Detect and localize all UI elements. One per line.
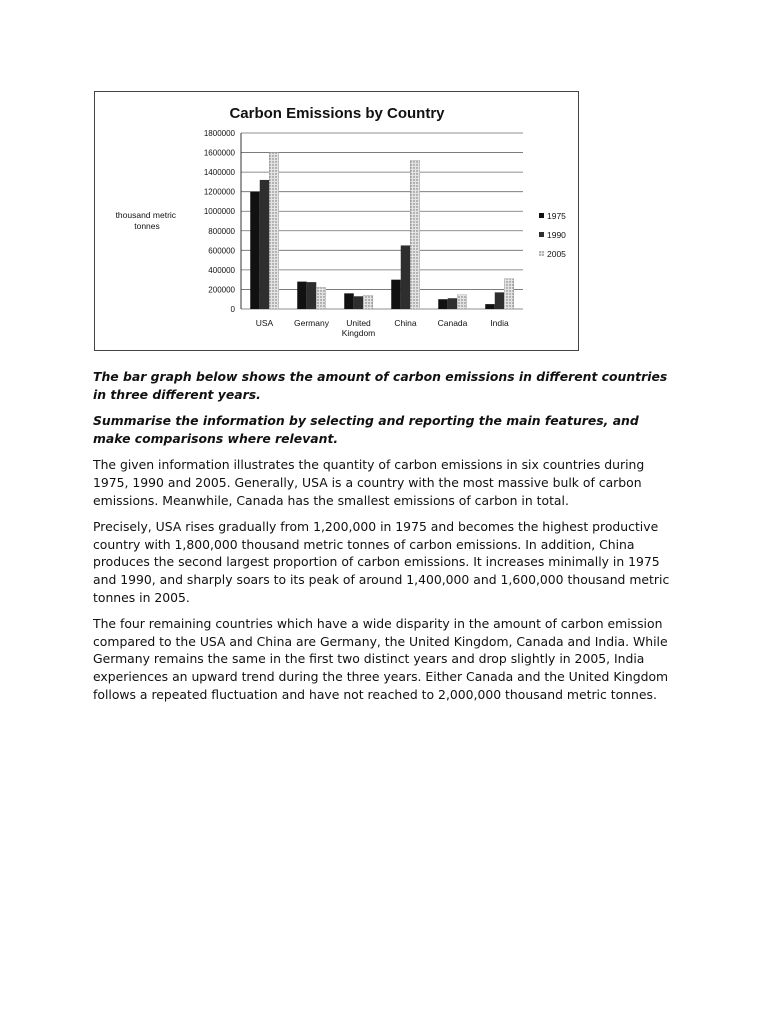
x-tick-label (438, 318, 468, 328)
x-tick-label (342, 318, 376, 338)
y-tick-label: 800000 (208, 226, 235, 236)
x-tick-label (394, 318, 416, 328)
legend-swatch (539, 213, 544, 218)
bar-china-2005 (410, 160, 420, 309)
x-tick-label-line: Kingdom (341, 328, 376, 338)
legend-swatch (539, 251, 544, 256)
task-prompt: The bar graph below shows the amount of carbon emissions in different countries in three different years. (93, 369, 668, 402)
chart-figure (94, 91, 579, 351)
x-tick-label-line: Germany (294, 318, 329, 328)
bar-germany-2005 (316, 287, 326, 309)
bar-canada-1975 (438, 299, 448, 309)
bar-india-1990 (495, 292, 505, 309)
y-tick-label: 1000000 (203, 207, 235, 217)
y-tick-label: 1200000 (203, 187, 235, 197)
legend-label: 1990 (547, 230, 566, 240)
text-body (93, 368, 677, 712)
bar-united-kingdom-2005 (363, 295, 373, 309)
essay-paragraph-2: Precisely, USA rises gradually from 1,200,000 in 1975 and becomes the highest productive country with 1,800,000 thousand metric tonnes of carbon emissions. In addition, China produces the second largest proportion of carbon emissions. It increases minimally in 1975 and 1990, and sharply soars to its peak of around 1,400,000 and 1,600,000 thousand metric tonnes in 2005. (93, 519, 670, 605)
bar-canada-1990 (448, 298, 458, 309)
y-tick-label: 1600000 (203, 148, 235, 158)
legend-label: 2005 (547, 249, 566, 259)
x-tick-label (490, 318, 509, 328)
bar-germany-1975 (297, 282, 307, 309)
bar-united-kingdom-1990 (354, 296, 364, 309)
bar-china-1975 (391, 280, 401, 309)
x-tick-label-line: Canada (437, 318, 468, 328)
bar-germany-1990 (307, 282, 317, 309)
x-tick-label-line: China (394, 318, 417, 328)
y-axis-label: thousand metric tonnes (115, 210, 177, 231)
y-tick-label: 400000 (208, 265, 235, 275)
bar-canada-2005 (457, 295, 467, 309)
bar-usa-1975 (250, 192, 260, 309)
x-tick-label (256, 318, 274, 328)
bar-china-1990 (401, 245, 411, 309)
bar-usa-2005 (269, 153, 279, 309)
legend-swatch (539, 232, 544, 237)
bar-united-kingdom-1975 (344, 293, 354, 309)
x-tick-label (294, 318, 330, 328)
y-tick-label: 1800000 (203, 129, 235, 138)
task-instruction: Summarise the information by selecting and reporting the main features, and make comparisons where relevant. (93, 413, 639, 446)
x-tick-label-line: USA (255, 318, 274, 328)
y-tick-label: 0 (230, 305, 235, 314)
essay-paragraph-3: The four remaining countries which have a wide disparity in the amount of carbon emission compared to the USA and China are Germany, the United Kingdom, Canada and India. While Germany remains the same in the first two distinct years and drop slightly in 2005, India experiences an upward trend during the three years. Either Canada and the United Kingdom follows a repeated fluctuation and have not reached to 2,000,000 thousand metric tonnes. (93, 616, 669, 702)
bar-usa-1990 (260, 180, 270, 309)
chart-title: Carbon Emissions by Country (229, 105, 445, 122)
bar-india-1975 (485, 304, 495, 309)
y-tick-label: 1400000 (203, 168, 235, 178)
essay-paragraph-1: The given information illustrates the quantity of carbon emissions in six countries during 1975, 1990 and 2005. Generally, USA is a country with the most massive bulk of carbon emissions. Meanwhile, Canada has the smallest emissions of carbon in total. (93, 457, 645, 508)
y-tick-label: 200000 (208, 285, 235, 295)
bar-chart (95, 92, 580, 352)
x-tick-label-line: United (346, 318, 371, 328)
x-tick-label-line: India (490, 318, 509, 328)
bar-india-2005 (504, 279, 514, 309)
y-tick-label: 600000 (208, 246, 235, 256)
legend-label: 1975 (547, 211, 566, 221)
